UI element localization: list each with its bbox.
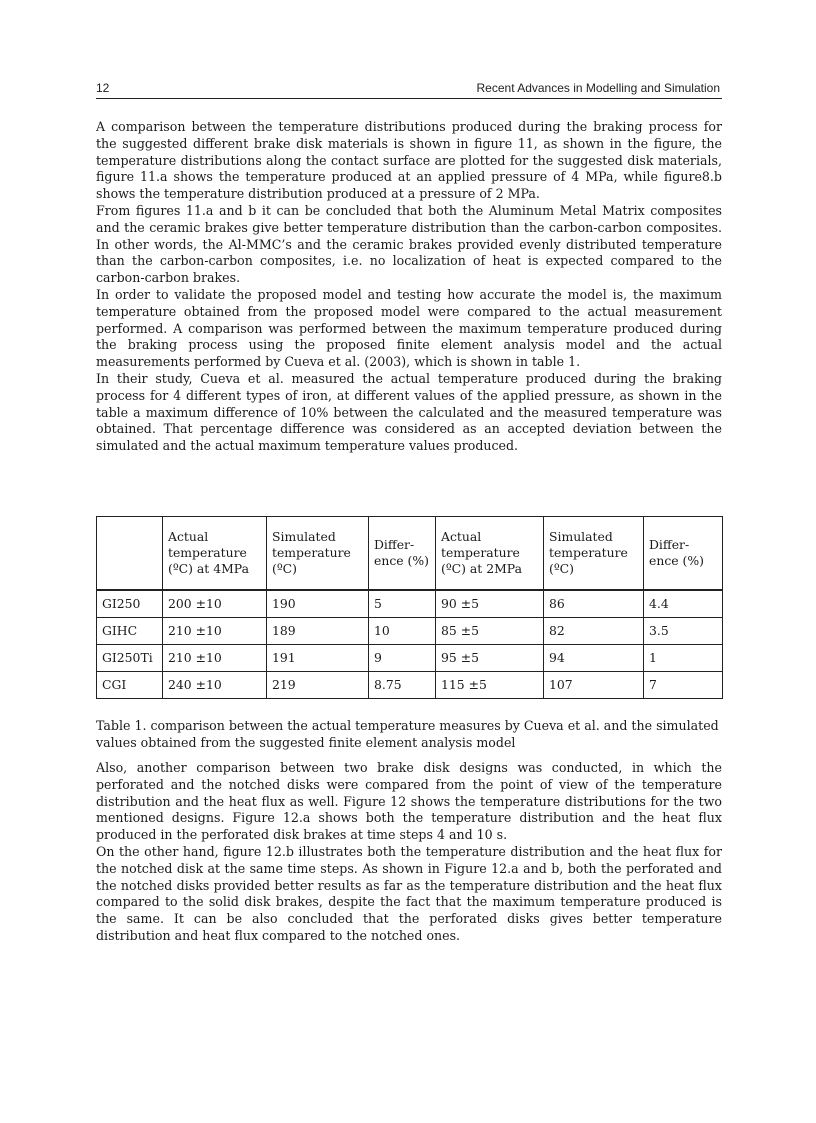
table-header-cell: Simulated temperature (ºC)	[267, 517, 369, 591]
table-cell: 95 ±5	[436, 645, 544, 672]
table-cell: 3.5	[644, 618, 723, 645]
paragraph: On the other hand, figure 12.b illustrates both the temperature distribution and the heat flux for the notched disk at the same time steps. As shown in Figure 12.a and b, both the perforated and the notched disks provided better results as far as the temperature distribution and the heat flux compared to the solid disk brakes, despite the fact that the maximum temperature produced is the same. It can be also concluded that the perforated disks gives better temperature distribution and heat flux compared to the notched ones.	[96, 843, 722, 943]
table-cell: 9	[369, 645, 436, 672]
table-row	[97, 672, 723, 699]
paragraph: A comparison between the temperature distributions produced during the braking process for the suggested different brake disk materials is shown in figure 11, as shown in the figure, the temperature distributions along the contact surface are plotted for the suggested disk materials, figure 11.a shows the temperature produced at an applied pressure of 4 MPa, while figure8.b shows the temperature distribution produced at a pressure of 2 MPa.	[96, 119, 722, 202]
table-cell: 8.75	[369, 672, 436, 699]
table-cell: 240 ±10	[163, 672, 267, 699]
table-header-cell: Differ- ence (%)	[644, 517, 723, 591]
table-cell: 5	[369, 590, 436, 618]
table-cell: 191	[267, 645, 369, 672]
table-header-cell: Simulated temperature (ºC)	[544, 517, 644, 591]
table-cell: 210 ±10	[163, 645, 267, 672]
table-cell: 189	[267, 618, 369, 645]
table-cell: 85 ±5	[436, 618, 544, 645]
table-cell: 86	[544, 590, 644, 618]
table-cell: 94	[544, 645, 644, 672]
body-text-bottom	[96, 760, 722, 945]
paragraph: From figures 11.a and b it can be concluded that both the Aluminum Metal Matrix composites and the ceramic brakes give better temperature distribution than the carbon-carbon composites. In other words, the Al-MMC’s and the ceramic brakes provided evenly distributed temperature than the carbon-carbon composites, i.e. no localization of heat is expected compared to the carbon-carbon brakes.	[96, 202, 722, 286]
table-row	[97, 590, 723, 618]
table-cell: 210 ±10	[163, 618, 267, 645]
table-header-cell: Differ- ence (%)	[369, 517, 436, 591]
results-table	[96, 516, 723, 699]
table-cell: GI250Ti	[97, 645, 163, 672]
table-cell: 7	[644, 672, 723, 699]
table-cell: GIHC	[97, 618, 163, 645]
table-cell: 200 ±10	[163, 590, 267, 618]
table-caption: Table 1. comparison between the actual temperature measures by Cueva et al. and the simulated values obtained from the suggested finite element analysis model	[96, 718, 719, 750]
table-cell: 219	[267, 672, 369, 699]
table-cell: 107	[544, 672, 644, 699]
paragraph: In order to validate the proposed model and testing how accurate the model is, the maximum temperature obtained from the proposed model were compared to the actual measurement performed. A comparison was performed between the maximum temperature produced during the braking process using the proposed finite element analysis model and the actual measurements performed by Cueva et al. (2003), which is shown in table 1.	[96, 286, 722, 370]
paragraph: Also, another comparison between two brake disk designs was conducted, in which the perforated and the notched disks were compared from the point of view of the temperature distribution and the heat flux as well. Figure 12 shows the temperature distributions for the two mentioned designs. Figure 12.a shows both the temperature distribution and the heat flux produced in the perforated disk brakes at time steps 4 and 10 s.	[96, 760, 722, 843]
table-row	[97, 618, 723, 645]
table-cell: 1	[644, 645, 723, 672]
table-header-cell	[97, 517, 163, 591]
table-row	[97, 645, 723, 672]
page-header	[96, 80, 722, 99]
running-title: Recent Advances in Modelling and Simulation	[476, 81, 720, 95]
page-number: 12	[96, 81, 110, 95]
table-cell: GI250	[97, 590, 163, 618]
table-cell: 10	[369, 618, 436, 645]
table-cell: 90 ±5	[436, 590, 544, 618]
table-cell: 82	[544, 618, 644, 645]
table-header-cell: Actual temperature (ºC) at 2MPa	[436, 517, 544, 591]
paragraph: In their study, Cueva et al. measured the actual temperature produced during the braking process for 4 different types of iron, at different values of the applied pressure, as shown in the table a maximum difference of 10% between the calculated and the measured temperature was obtained. That percentage difference was considered as an accepted deviation between the simulated and the actual maximum temperature values produced.	[96, 370, 722, 454]
table-header-row	[97, 517, 723, 591]
body-text-top	[96, 119, 722, 455]
table-cell: 190	[267, 590, 369, 618]
table-cell: 4.4	[644, 590, 723, 618]
table-header-cell: Actual temperature (ºC) at 4MPa	[163, 517, 267, 591]
results-table-wrapper	[96, 516, 722, 699]
table-cell: 115 ±5	[436, 672, 544, 699]
table-cell: CGI	[97, 672, 163, 699]
